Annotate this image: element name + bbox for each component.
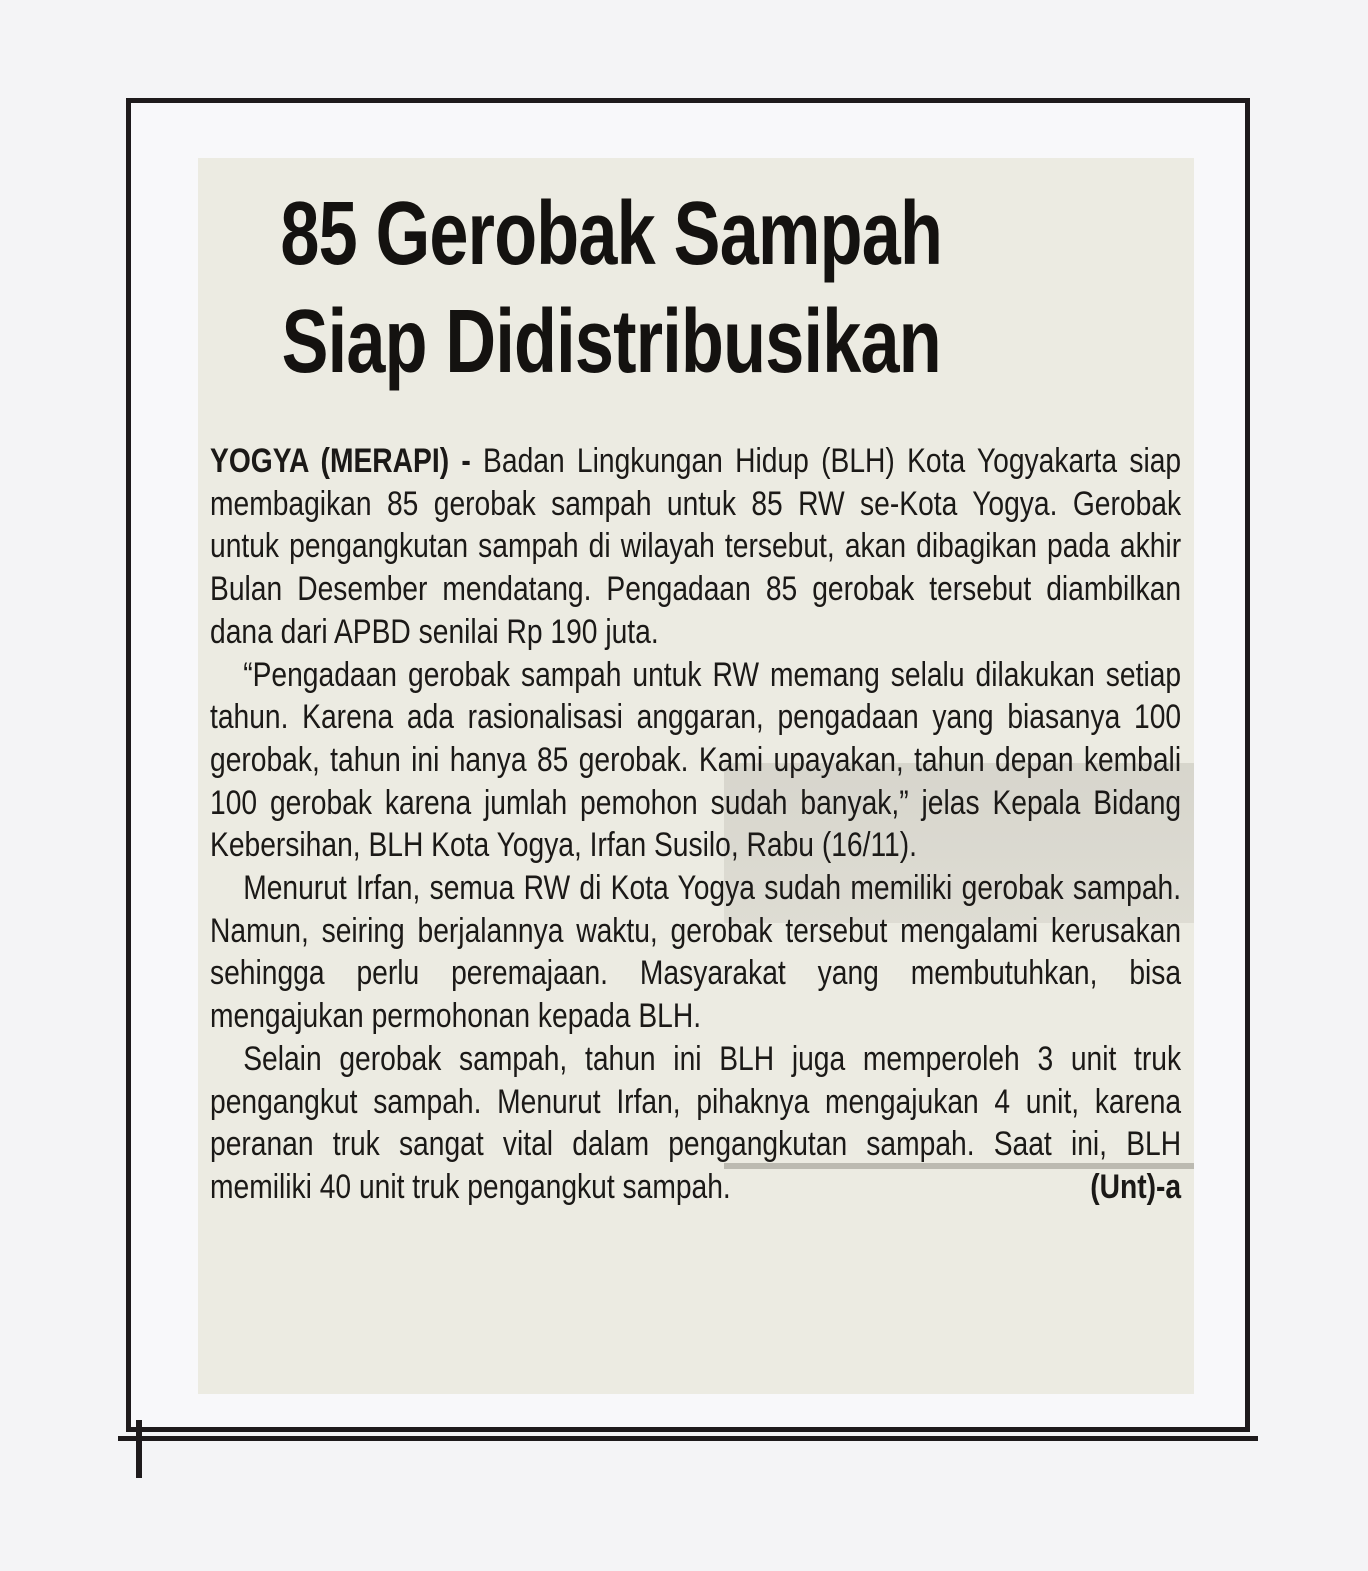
article-paragraph-2: “Pengadaan gerobak sampah untuk RW memang selalu dilakukan setiap tahun. Karena ada rasionalisasi anggaran, pengadaan yang biasanya 100 gerobak, tahun ini hanya 85 gerobak. Kami upayakan, tahun depan kembali 100 gerobak karena jumlah pemohon sudah banyak,” jelas Kepala Bidang Kebersihan, BLH Kota Yogya, Irfan Susilo, Rabu (16/11).	[210, 655, 1182, 865]
paragraph-1-text: Badan Lingkungan Hidup (BLH) Kota Yogyakarta siap membagikan 85 gerobak sampah untuk 85 RW se-Kota Yogya. Gerobak untuk pengangkutan sampah di wilayah tersebut, akan dibagikan pada akhir Bulan Desember mendatang. Pengadaan 85 gerobak tersebut diambilkan dana dari APBD senilai Rp 190 juta.	[210, 442, 1182, 651]
article-dateline: YOGYA (MERAPI) -	[210, 442, 471, 480]
paragraph-4-text: Selain gerobak sampah, tahun ini BLH juga memperoleh 3 unit truk pengangkut sampah. Menurut Irfan, pihaknya mengajukan 4 unit, karena peranan truk sangat vital dalam pengangkutan sampah. Saat ini, BLH memiliki 40 unit truk pengangkut sampah.	[210, 1039, 1182, 1206]
article-body	[210, 440, 1181, 1209]
headline-line-1: 85 Gerobak Sampah	[280, 184, 943, 284]
article-signoff: (Unt)-a	[1090, 1167, 1182, 1206]
newspaper-clipping	[198, 158, 1194, 1394]
frame-line-left	[136, 1420, 142, 1478]
headline-line-2: Siap Didistribusikan	[281, 292, 941, 392]
article-paragraph-3: Menurut Irfan, semua RW di Kota Yogya sudah memiliki gerobak sampah. Namun, seiring berjalannya waktu, gerobak tersebut mengalami kerusakan sehingga perlu peremajaan. Masyarakat yang membutuhkan, bisa mengajukan permohonan kepada BLH.	[210, 869, 1182, 1036]
article-headline	[268, 180, 954, 396]
article-paragraph-4	[210, 1038, 1181, 1209]
frame-line-bottom	[118, 1436, 1258, 1441]
article-paragraph-1	[210, 440, 1181, 654]
